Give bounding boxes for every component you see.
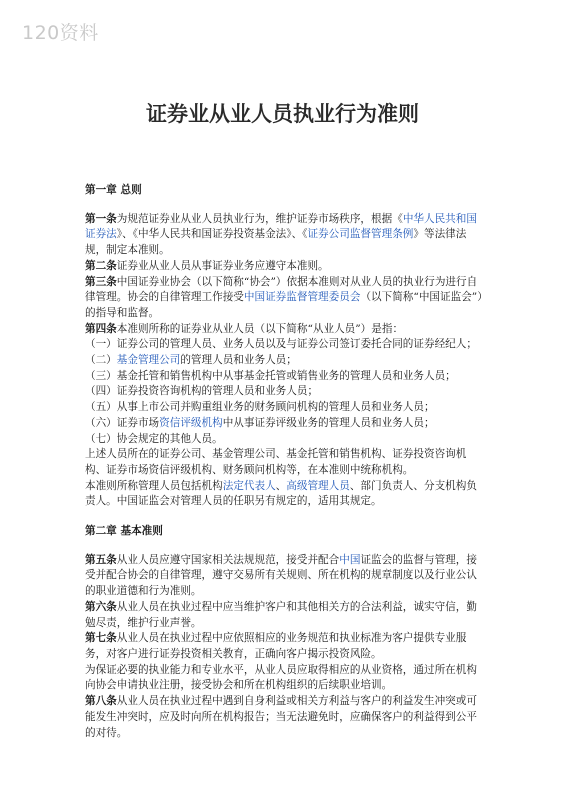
chapter-2-heading: 第二章 基本准则 bbox=[85, 525, 163, 538]
paragraph-text: 、部门负责人、分支机构负责人。中国证监会对管理人员的任职另有规定的，适用其规定。 bbox=[85, 479, 477, 508]
list-item-text: 的管理人员和业务人员； bbox=[180, 354, 297, 367]
link-credit-rating-agency[interactable]: 资信评级机构 bbox=[159, 416, 223, 429]
list-item bbox=[85, 353, 483, 369]
link-legal-representative[interactable]: 法定代表人 bbox=[222, 479, 276, 492]
article-6 bbox=[85, 600, 483, 631]
link-senior-management[interactable]: 高级管理人员 bbox=[286, 479, 350, 492]
article-label: 第八条 bbox=[85, 695, 117, 708]
paragraph bbox=[85, 479, 483, 510]
link-china[interactable]: 中国 bbox=[339, 553, 361, 566]
list-item-text: 中从事证券评级业务的管理人员和业务人员； bbox=[222, 416, 435, 429]
link-securities-law[interactable]: 中华人民共和国证券法 bbox=[85, 212, 477, 241]
article-4 bbox=[85, 322, 483, 338]
list-item-prefix: （二） bbox=[85, 354, 117, 367]
article-text: 本准则所称的证券业从业人员（以下简称“从业人员”）是指： bbox=[116, 322, 404, 335]
article-text: 为规范证券业从业人员执业行为，维护证券市场秩序，根据《 bbox=[116, 212, 403, 225]
chapter-1-heading: 第一章 总则 bbox=[85, 184, 142, 196]
article-text: 证监会的监督与管理，接受并配合协会的自律管理，遵守交易所有关规则、所在机构的规章制度以及行业公认的职业道德和行为准则。 bbox=[85, 553, 477, 598]
article-text: 从业人员应遵守国家相关法规规范，接受并配合 bbox=[116, 553, 340, 566]
list-item: （四）证券投资咨询机构的管理人员和业务人员； bbox=[85, 385, 319, 398]
watermark: 120资料 bbox=[22, 22, 99, 44]
article-label: 第二条 bbox=[85, 259, 117, 272]
link-securities-company-regulation[interactable]: 证券公司监督管理条例 bbox=[307, 228, 414, 241]
paragraph-text: 本准则所称管理人员包括机构 bbox=[85, 479, 223, 492]
list-item: （一）证券公司的管理人员、业务人员以及与证券公司签订委托合同的证券经纪人； bbox=[85, 338, 477, 351]
article-2 bbox=[85, 259, 483, 275]
article-text: 》等法律法规，制定本准则。 bbox=[85, 228, 467, 257]
article-label: 第四条 bbox=[85, 322, 117, 335]
article-text: （以下简称“中国证监会”）的指导和监督。 bbox=[85, 291, 483, 319]
link-csrc[interactable]: 中国证券监督管理委员会 bbox=[243, 291, 361, 304]
list-item: （七）协会规定的其他人员。 bbox=[85, 432, 223, 445]
article-label: 第三条 bbox=[85, 275, 117, 288]
article-label: 第一条 bbox=[85, 212, 117, 225]
paragraph: 为保证必要的执业能力和专业水平，从业人员应取得相应的从业资格，通过所在机构向协会申请执业注册，接受协会和所在机构组织的后续职业培训。 bbox=[85, 663, 477, 692]
article-text: 从业人员在执业过程中应依照相应的业务规范和执业标准为客户提供专业服务，对客户进行证券投资相关教育，正确向客户揭示投资风险。 bbox=[85, 632, 467, 660]
article-label: 第五条 bbox=[85, 553, 117, 566]
list-item: （三）基金托管和销售机构中从事基金托管或销售业务的管理人员和业务人员； bbox=[85, 369, 456, 382]
paragraph-text: 、 bbox=[275, 479, 287, 492]
document-title: 证券业从业人员执业行为准则 bbox=[146, 102, 419, 126]
article-7 bbox=[85, 631, 483, 662]
article-text: 》、《中华人民共和国证券投资基金法》、《 bbox=[116, 228, 308, 241]
list-item-prefix: （六）证券市场 bbox=[85, 416, 160, 429]
article-text: 从业人员在执业过程中应当维护客户和其他相关方的合法利益，诚实守信，勤勉尽责，维护行业声誉。 bbox=[85, 600, 477, 629]
article-text: 证券业从业人员从事证券业务应遵守本准则。 bbox=[116, 259, 329, 272]
article-3 bbox=[85, 275, 483, 322]
article-text: 从业人员在执业过程中遇到自身利益或相关方利益与客户的利益发生冲突或可能发生冲突时，应及时向所在机构报告；当无法避免时，应确保客户的利益得到公平的对待。 bbox=[85, 695, 477, 739]
section-spacer bbox=[85, 510, 483, 524]
article-8 bbox=[85, 694, 483, 741]
list-item: （五）从事上市公司并购重组业务的财务顾问机构的管理人员和业务人员； bbox=[85, 401, 435, 414]
link-fund-management-company[interactable]: 基金管理公司 bbox=[116, 354, 181, 367]
article-text: 中国证券业协会（以下简称“协会”）依据本准则对从业人员的执业行为进行自律管理。协会的自律管理工作接受 bbox=[85, 275, 478, 304]
article-label: 第七条 bbox=[85, 632, 117, 645]
article-5 bbox=[85, 553, 483, 600]
article-label: 第六条 bbox=[85, 600, 117, 613]
list-item bbox=[85, 416, 483, 432]
document-body bbox=[85, 183, 483, 741]
article-1 bbox=[85, 212, 483, 259]
paragraph: 上述人员所在的证券公司、基金管理公司、基金托管和销售机构、证券投资咨询机构、证券市场资信评级机构、财务顾问机构等，在本准则中统称机构。 bbox=[85, 448, 467, 476]
